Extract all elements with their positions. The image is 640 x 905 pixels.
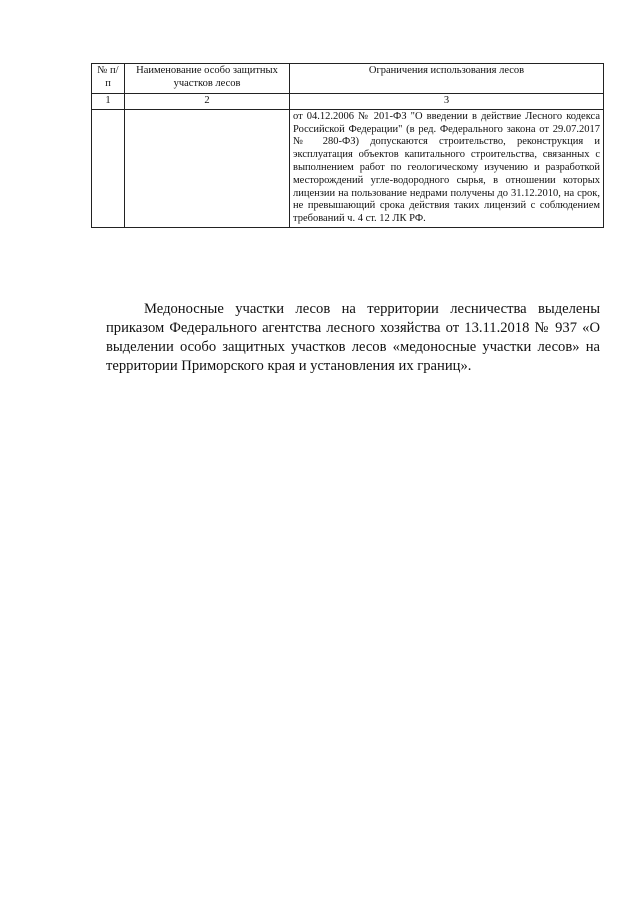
column-number-1: 1: [92, 94, 125, 110]
column-number-2: 2: [125, 94, 290, 110]
table-header-row: [92, 64, 604, 94]
table-row: [92, 109, 604, 227]
body-paragraph: Медоносные участки лесов на территории лесничества выделены приказом Федерального агентства лесного хозяйства от 13.11.2018 № 937 «О выделении особо защитных участков лесов «медоносные участки лесов» на территории Приморского края и установления их границ».: [106, 300, 600, 375]
row-restrictions-cell: от 04.12.2006 № 201-ФЗ "О введении в действие Лесного кодекса Российской Федерации" (в ред. Федерального закона от 29.07.2017 № 280-ФЗ) допускаются строительство, реконструкция и эксплуатация объектов капитального строительства, связанных с выполнением работ по геологическому изучению и разработкой месторождений угле-водородного сырья, в отношении которых лицензии на пользование недрами получены до 31.12.2010, на срок, не превышающий срока действия таких лицензий с соблюдением требований ч. 4 ст. 12 ЛК РФ.: [290, 109, 604, 227]
header-number: № п/п: [92, 64, 125, 94]
header-restrictions: Ограничения использования лесов: [290, 64, 604, 94]
column-number-3: 3: [290, 94, 604, 110]
column-number-row: [92, 94, 604, 110]
restrictions-table: [91, 63, 604, 228]
row-area-name-cell: [125, 109, 290, 227]
row-number-cell: [92, 109, 125, 227]
header-area-name: Наименование особо защитных участков лесов: [125, 64, 290, 94]
